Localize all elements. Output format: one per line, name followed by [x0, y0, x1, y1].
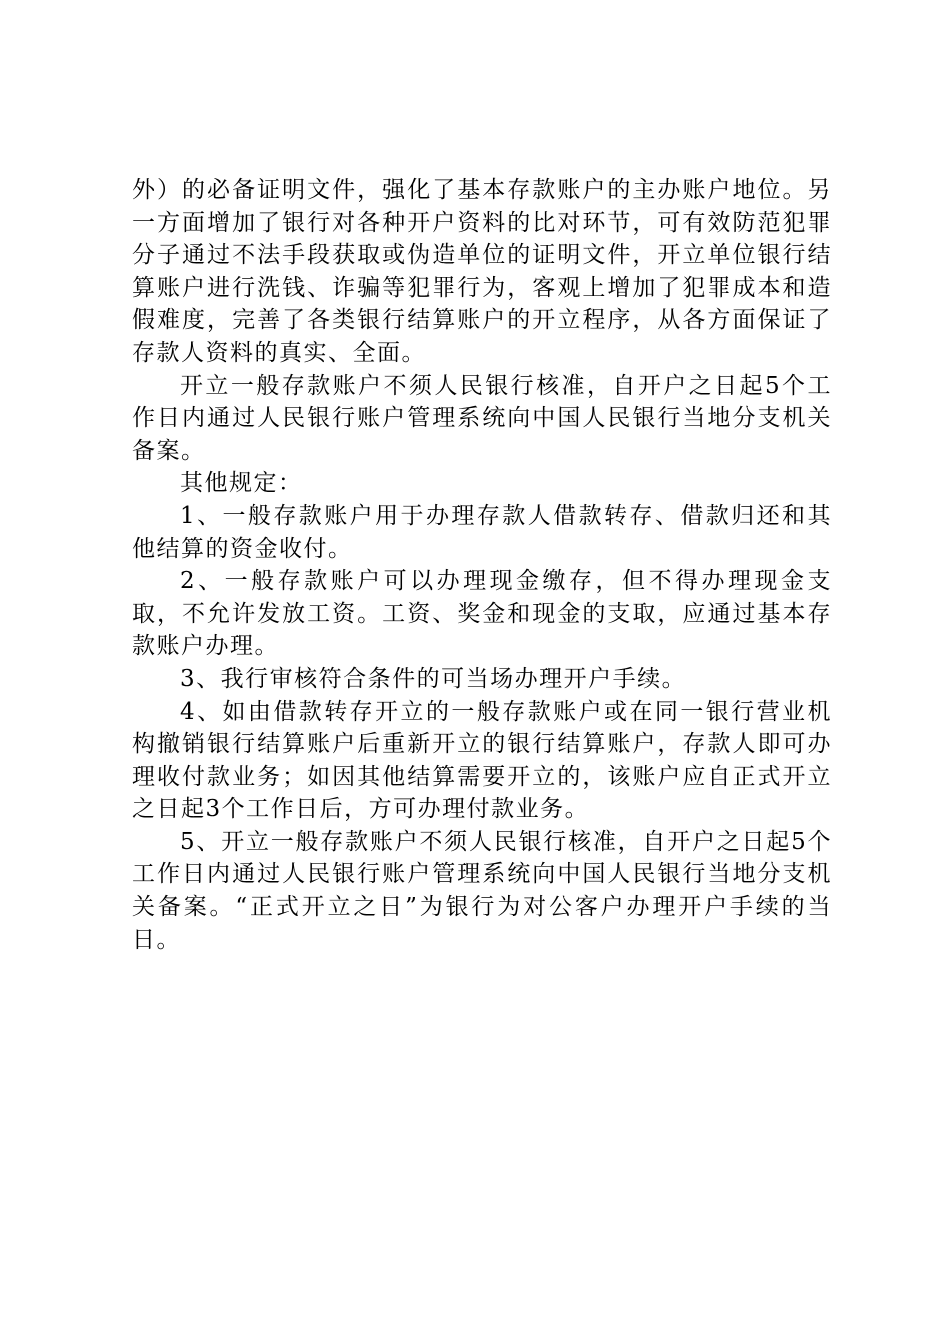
paragraph-rule-5: 5、开立一般存款账户不须人民银行核准，自开户之日起5个工作日内通过人民银行账户管理系统向中国人民银行当地分支机关备案。“正式开立之日”为银行为对公客户办理开户手续的当日。: [132, 828, 832, 953]
paragraph-other-rules-heading: 其他规定：: [180, 470, 303, 497]
paragraph-rule-2: 2、一般存款账户可以办理现金缴存，但不得办理现金支取，不允许发放工资。工资、奖金和现金的支取，应通过基本存款账户办理。: [132, 568, 832, 660]
paragraph-general-account-filing: 开立一般存款账户不须人民银行核准，自开户之日起5个工作日内通过人民银行账户管理系统向中国人民银行当地分支机关备案。: [132, 372, 832, 464]
paragraph-rule-3: 3、我行审核符合条件的可当场办理开户手续。: [180, 665, 687, 692]
paragraph-rule-1: 1、一般存款账户用于办理存款人借款转存、借款归还和其他结算的资金收付。: [132, 502, 832, 562]
paragraph-continuation: 外）的必备证明文件，强化了基本存款账户的主办账户地位。另一方面增加了银行对各种开户资料的比对环节，可有效防范犯罪分子通过不法手段获取或伪造单位的证明文件，开立单位银行结算账户进行洗钱、诈骗等犯罪行为，客观上增加了犯罪成本和造假难度，完善了各类银行结算账户的开立程序，从各方面保证了存款人资料的真实、全面。: [132, 177, 832, 366]
document-body: [132, 174, 832, 956]
paragraph-rule-4: 4、如由借款转存开立的一般存款账户或在同一银行营业机构撤销银行结算账户后重新开立的银行结算账户，存款人即可办理收付款业务；如因其他结算需要开立的，该账户应自正式开立之日起3个工作日后，方可办理付款业务。: [132, 698, 832, 823]
